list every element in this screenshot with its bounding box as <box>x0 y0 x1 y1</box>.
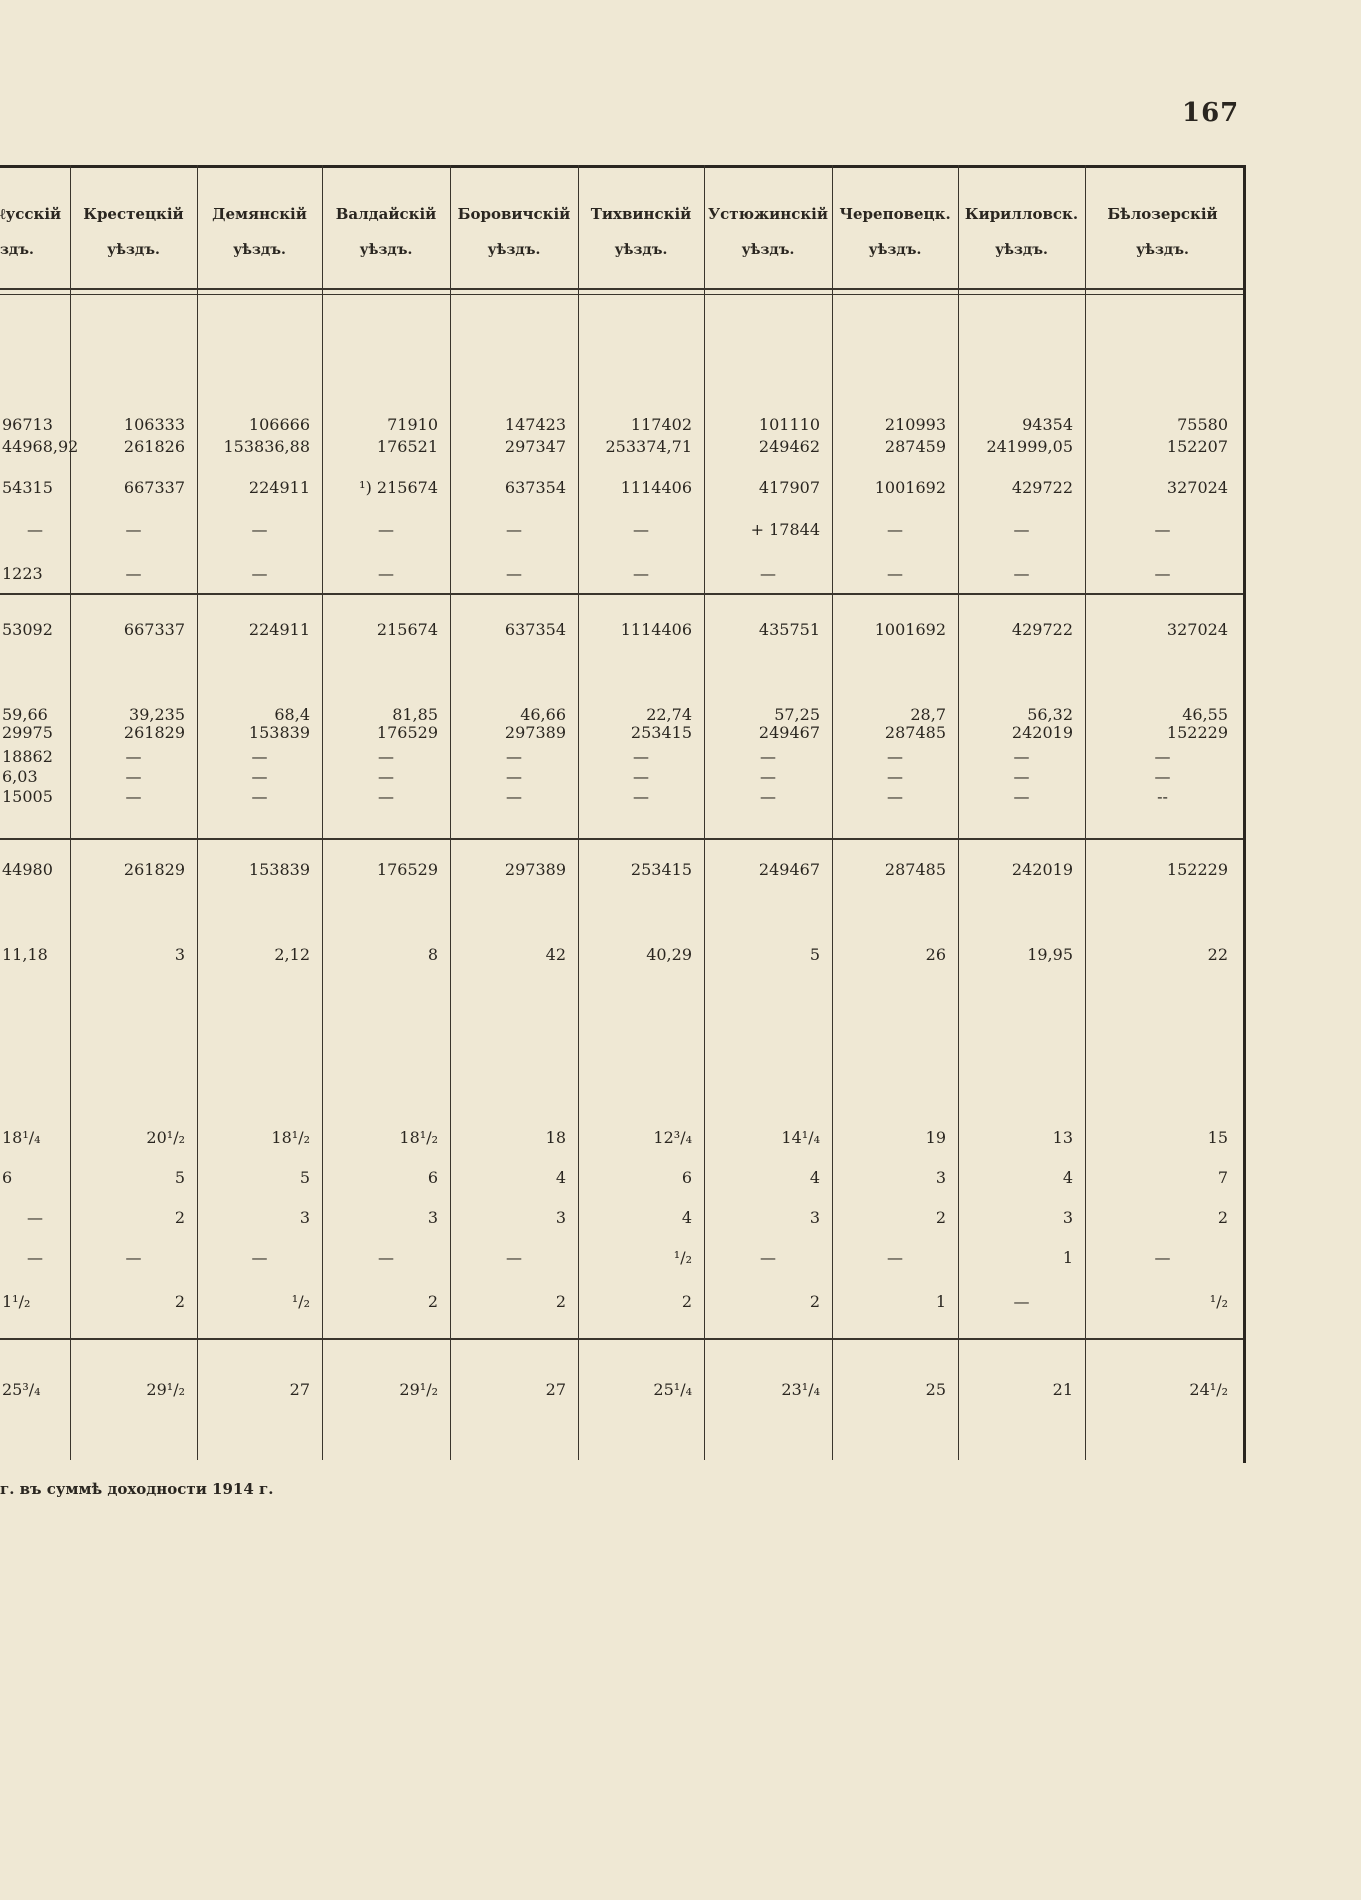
table-cell: 106666 <box>248 415 310 434</box>
column-header-c7 <box>832 196 958 256</box>
table-cell: — <box>1013 767 1030 786</box>
table-cell: 21 <box>1052 1380 1073 1399</box>
table-cell: ¹/₂ <box>291 1292 310 1311</box>
table-cell: — <box>27 520 43 539</box>
table-cell: 287485 <box>884 860 946 879</box>
table-cell: — <box>251 1248 268 1267</box>
table-cell: 215674 <box>376 620 438 639</box>
table-cell: 429722 <box>1011 620 1073 639</box>
table-cell: — <box>760 787 776 806</box>
table-cell: 71910 <box>387 415 438 434</box>
table-cell: 13 <box>1052 1128 1073 1147</box>
table-cell: — <box>1013 747 1030 766</box>
table-cell: — <box>506 1248 522 1267</box>
table-cell: — <box>887 787 903 806</box>
table-cell: 2 <box>935 1208 946 1227</box>
table-cell: — <box>1154 520 1171 539</box>
table-cell: 75580 <box>1177 415 1228 434</box>
table-cell: 25 <box>925 1380 946 1399</box>
table-cell: 3 <box>935 1168 946 1187</box>
column-name: Боровичскій <box>457 205 571 223</box>
table-cell: — <box>1154 564 1171 583</box>
table-cell: 27 <box>289 1380 310 1399</box>
table-cell: 40,29 <box>646 945 692 964</box>
table-cell: — <box>633 564 649 583</box>
table-cell: 667337 <box>123 620 185 639</box>
table-cell: 3 <box>299 1208 310 1227</box>
table-cell: — <box>506 564 522 583</box>
table-cell: — <box>760 747 776 766</box>
table-cell: 242019 <box>1011 723 1073 742</box>
table-cell: ¹) 215674 <box>359 478 438 497</box>
table-cell: 14¹/₄ <box>781 1128 820 1147</box>
table-cell: 28,7 <box>910 705 946 724</box>
table-cell: 56,32 <box>1027 705 1073 724</box>
table-cell: 3 <box>174 945 185 964</box>
column-header-c8 <box>958 196 1085 256</box>
column-unit: здъ. <box>0 242 34 258</box>
table-cell: 152229 <box>1166 860 1228 879</box>
table-cell: — <box>1013 520 1030 539</box>
table-cell: 53092 <box>2 620 53 639</box>
table-cell: 176529 <box>376 723 438 742</box>
table-cell: 2 <box>174 1208 185 1227</box>
table-cell: 5 <box>174 1168 185 1187</box>
column-header-c6 <box>704 196 832 256</box>
table-cell: — <box>887 767 903 786</box>
table-cell: 42 <box>545 945 566 964</box>
table-cell: 6,03 <box>2 767 38 786</box>
table-cell: — <box>887 747 903 766</box>
table-cell: 327024 <box>1166 620 1228 639</box>
table-cell: 20¹/₂ <box>146 1128 185 1147</box>
table-cell: 3 <box>809 1208 820 1227</box>
column-name: Устюжинскій <box>707 205 829 223</box>
table-cell: — <box>378 767 394 786</box>
table-cell: — <box>125 747 142 766</box>
table-cell: — <box>1013 787 1030 806</box>
table-cell: — <box>887 564 903 583</box>
table-cell: — <box>251 747 268 766</box>
table-cell: 4 <box>809 1168 820 1187</box>
table-cell: 261829 <box>123 723 185 742</box>
table-cell: 261829 <box>123 860 185 879</box>
table-cell: 287485 <box>884 723 946 742</box>
table-cell: 3 <box>1062 1208 1073 1227</box>
table-cell: 1114406 <box>620 478 692 497</box>
table-cell: 297389 <box>504 723 566 742</box>
row-divider <box>0 1338 1243 1340</box>
column-header-c1 <box>70 196 197 256</box>
table-cell: 249467 <box>758 723 820 742</box>
table-cell: 287459 <box>884 437 946 456</box>
column-unit: уѣздъ. <box>359 242 413 258</box>
table-cell: 153839 <box>248 723 310 742</box>
column-name: Череповецк. <box>839 205 951 223</box>
table-cell: 22,74 <box>646 705 692 724</box>
table-cell: 18¹/₂ <box>271 1128 310 1147</box>
column-header-c5 <box>578 196 704 256</box>
table-cell: — <box>633 747 649 766</box>
table-cell: 253374,71 <box>605 437 692 456</box>
column-name: Кирилловск. <box>964 205 1079 223</box>
table-cell: 153836,88 <box>223 437 310 456</box>
table-cell: 54315 <box>2 478 53 497</box>
table-cell: 253415 <box>630 723 692 742</box>
table-cell: 2 <box>174 1292 185 1311</box>
table-cell: 1 <box>935 1292 946 1311</box>
table-cell: 18 <box>545 1128 566 1147</box>
footnote: г. въ суммѣ доходности 1914 г. <box>0 1480 274 1498</box>
table-cell: 46,55 <box>1182 705 1228 724</box>
table-cell: 1114406 <box>620 620 692 639</box>
table-cell: 2,12 <box>274 945 310 964</box>
table-cell: 18¹/₂ <box>399 1128 438 1147</box>
table-cell: -- <box>1157 787 1168 806</box>
table-cell: 2 <box>427 1292 438 1311</box>
table-cell: 15 <box>1207 1128 1228 1147</box>
table-cell: 44968,92 <box>2 437 79 456</box>
table-cell: 2 <box>555 1292 566 1311</box>
table-cell: — <box>251 564 268 583</box>
table-cell: 1223 <box>2 564 43 583</box>
table-cell: 253415 <box>630 860 692 879</box>
table-cell: 176529 <box>376 860 438 879</box>
column-header-c3 <box>322 196 450 256</box>
table-cell: — <box>633 767 649 786</box>
table-cell: — <box>760 767 776 786</box>
table-cell: 417907 <box>758 478 820 497</box>
table-cell: — <box>1154 747 1171 766</box>
table-cell: 4 <box>1062 1168 1073 1187</box>
table-cell: — <box>251 787 268 806</box>
column-name: ℓусскій <box>0 205 62 223</box>
table-cell: — <box>1013 564 1030 583</box>
table-cell: 81,85 <box>392 705 438 724</box>
table-cell: 59,66 <box>2 705 48 724</box>
column-name: Тихвинскій <box>590 205 692 223</box>
table-cell: 242019 <box>1011 860 1073 879</box>
table-cell: 11,18 <box>2 945 48 964</box>
table-cell: 19,95 <box>1027 945 1073 964</box>
table-cell: 8 <box>427 945 438 964</box>
table-cell: 2 <box>681 1292 692 1311</box>
table-cell: — <box>125 767 142 786</box>
table-cell: 6 <box>681 1168 692 1187</box>
table-cell: 68,4 <box>274 705 310 724</box>
table-cell: — <box>27 1208 43 1227</box>
table-cell: — <box>125 564 142 583</box>
table-cell: 297389 <box>504 860 566 879</box>
table-cell: 12³/₄ <box>653 1128 692 1147</box>
table-cell: — <box>506 520 522 539</box>
column-unit: уѣздъ. <box>487 242 541 258</box>
column-header-c2 <box>197 196 322 256</box>
column-header-c4 <box>450 196 578 256</box>
table-cell: 249467 <box>758 860 820 879</box>
table-cell: 94354 <box>1022 415 1073 434</box>
table-cell: + 17844 <box>750 520 820 539</box>
table-cell: — <box>1013 1292 1030 1311</box>
table-cell: 210993 <box>884 415 946 434</box>
table-cell: ¹/₂ <box>673 1248 692 1267</box>
table-cell: 2 <box>1217 1208 1228 1227</box>
table-cell: — <box>378 787 394 806</box>
table-cell: 5 <box>299 1168 310 1187</box>
column-unit: уѣздъ. <box>614 242 668 258</box>
table-cell: 176521 <box>376 437 438 456</box>
row-divider <box>0 288 1243 290</box>
table-cell: 1 <box>1062 1248 1073 1267</box>
table-cell: 6 <box>427 1168 438 1187</box>
row-divider <box>0 838 1243 840</box>
table-cell: 3 <box>555 1208 566 1227</box>
column-name: Бѣлозерскій <box>1107 205 1218 223</box>
table-cell: 23¹/₄ <box>781 1380 820 1399</box>
table-cell: 26 <box>925 945 946 964</box>
table-cell: 637354 <box>504 478 566 497</box>
table-cell: — <box>378 747 394 766</box>
table-cell: 637354 <box>504 620 566 639</box>
table-cell: — <box>1154 767 1171 786</box>
table-cell: 117402 <box>630 415 692 434</box>
table-cell: — <box>125 787 142 806</box>
table-cell: 152229 <box>1166 723 1228 742</box>
table-cell: 6 <box>2 1168 13 1187</box>
table-cell: — <box>1154 1248 1171 1267</box>
column-name: Крестецкій <box>83 205 184 223</box>
table-cell: — <box>251 520 268 539</box>
table-cell: — <box>378 564 394 583</box>
table-cell: 4 <box>681 1208 692 1227</box>
table-cell: 3 <box>427 1208 438 1227</box>
table-cell: — <box>506 747 522 766</box>
table-cell: 57,25 <box>774 705 820 724</box>
table-cell: 1001692 <box>874 478 946 497</box>
table-cell: 1001692 <box>874 620 946 639</box>
table-cell: — <box>378 1248 394 1267</box>
table-cell: 29975 <box>2 723 53 742</box>
table-cell: 29¹/₂ <box>399 1380 438 1399</box>
table-cell: — <box>760 1248 776 1267</box>
table-cell: 101110 <box>758 415 820 434</box>
table-cell: — <box>506 767 522 786</box>
table-cell: 249462 <box>758 437 820 456</box>
table-cell: 241999,05 <box>986 437 1073 456</box>
table-cell: 25³/₄ <box>2 1380 41 1399</box>
row-divider <box>0 593 1243 595</box>
table-cell: — <box>251 767 268 786</box>
table-cell: 44980 <box>2 860 53 879</box>
table-cell: 1¹/₂ <box>2 1292 31 1311</box>
table-cell: 18¹/₄ <box>2 1128 41 1147</box>
table-cell: — <box>633 787 649 806</box>
statistics-table <box>0 165 1246 1463</box>
table-cell: 25¹/₄ <box>653 1380 692 1399</box>
table-cell: 46,66 <box>520 705 566 724</box>
table-cell: — <box>760 564 776 583</box>
table-cell: 18862 <box>2 747 53 766</box>
column-header-c9 <box>1085 196 1240 256</box>
table-cell: 24¹/₂ <box>1189 1380 1228 1399</box>
table-cell: 152207 <box>1166 437 1228 456</box>
row-divider <box>0 294 1243 295</box>
table-cell: — <box>887 520 903 539</box>
table-cell: — <box>27 1248 43 1267</box>
column-name: Демянскій <box>212 205 307 223</box>
table-cell: 327024 <box>1166 478 1228 497</box>
table-cell: 2 <box>809 1292 820 1311</box>
table-cell: — <box>633 520 649 539</box>
table-cell: 435751 <box>758 620 820 639</box>
table-cell: — <box>887 1248 903 1267</box>
table-cell: 153839 <box>248 860 310 879</box>
table-cell: 7 <box>1217 1168 1228 1187</box>
table-cell: 22 <box>1207 945 1228 964</box>
table-cell: 224911 <box>248 620 310 639</box>
table-cell: 15005 <box>2 787 53 806</box>
column-unit: уѣздъ. <box>1136 242 1189 258</box>
table-cell: 39,235 <box>129 705 185 724</box>
table-cell: 261826 <box>123 437 185 456</box>
table-cell: 4 <box>555 1168 566 1187</box>
column-unit: уѣздъ. <box>868 242 922 258</box>
table-cell: 106333 <box>123 415 185 434</box>
table-cell: 147423 <box>504 415 566 434</box>
table-cell: 27 <box>545 1380 566 1399</box>
column-header-c0 <box>0 196 70 256</box>
page-number: 167 <box>1182 98 1240 128</box>
column-unit: уѣздъ. <box>233 242 286 258</box>
table-cell: — <box>378 520 394 539</box>
column-unit: уѣздъ. <box>741 242 795 258</box>
table-cell: — <box>506 787 522 806</box>
column-unit: уѣздъ. <box>107 242 160 258</box>
table-cell: 667337 <box>123 478 185 497</box>
table-cell: — <box>125 520 142 539</box>
column-unit: уѣздъ. <box>995 242 1048 258</box>
table-cell: 19 <box>925 1128 946 1147</box>
column-name: Валдайскій <box>335 205 437 223</box>
table-cell: 429722 <box>1011 478 1073 497</box>
table-cell: — <box>125 1248 142 1267</box>
table-cell: 297347 <box>504 437 566 456</box>
table-cell: 29¹/₂ <box>146 1380 185 1399</box>
table-cell: 5 <box>809 945 820 964</box>
table-cell: ¹/₂ <box>1209 1292 1228 1311</box>
table-cell: 96713 <box>2 415 53 434</box>
table-cell: 224911 <box>248 478 310 497</box>
